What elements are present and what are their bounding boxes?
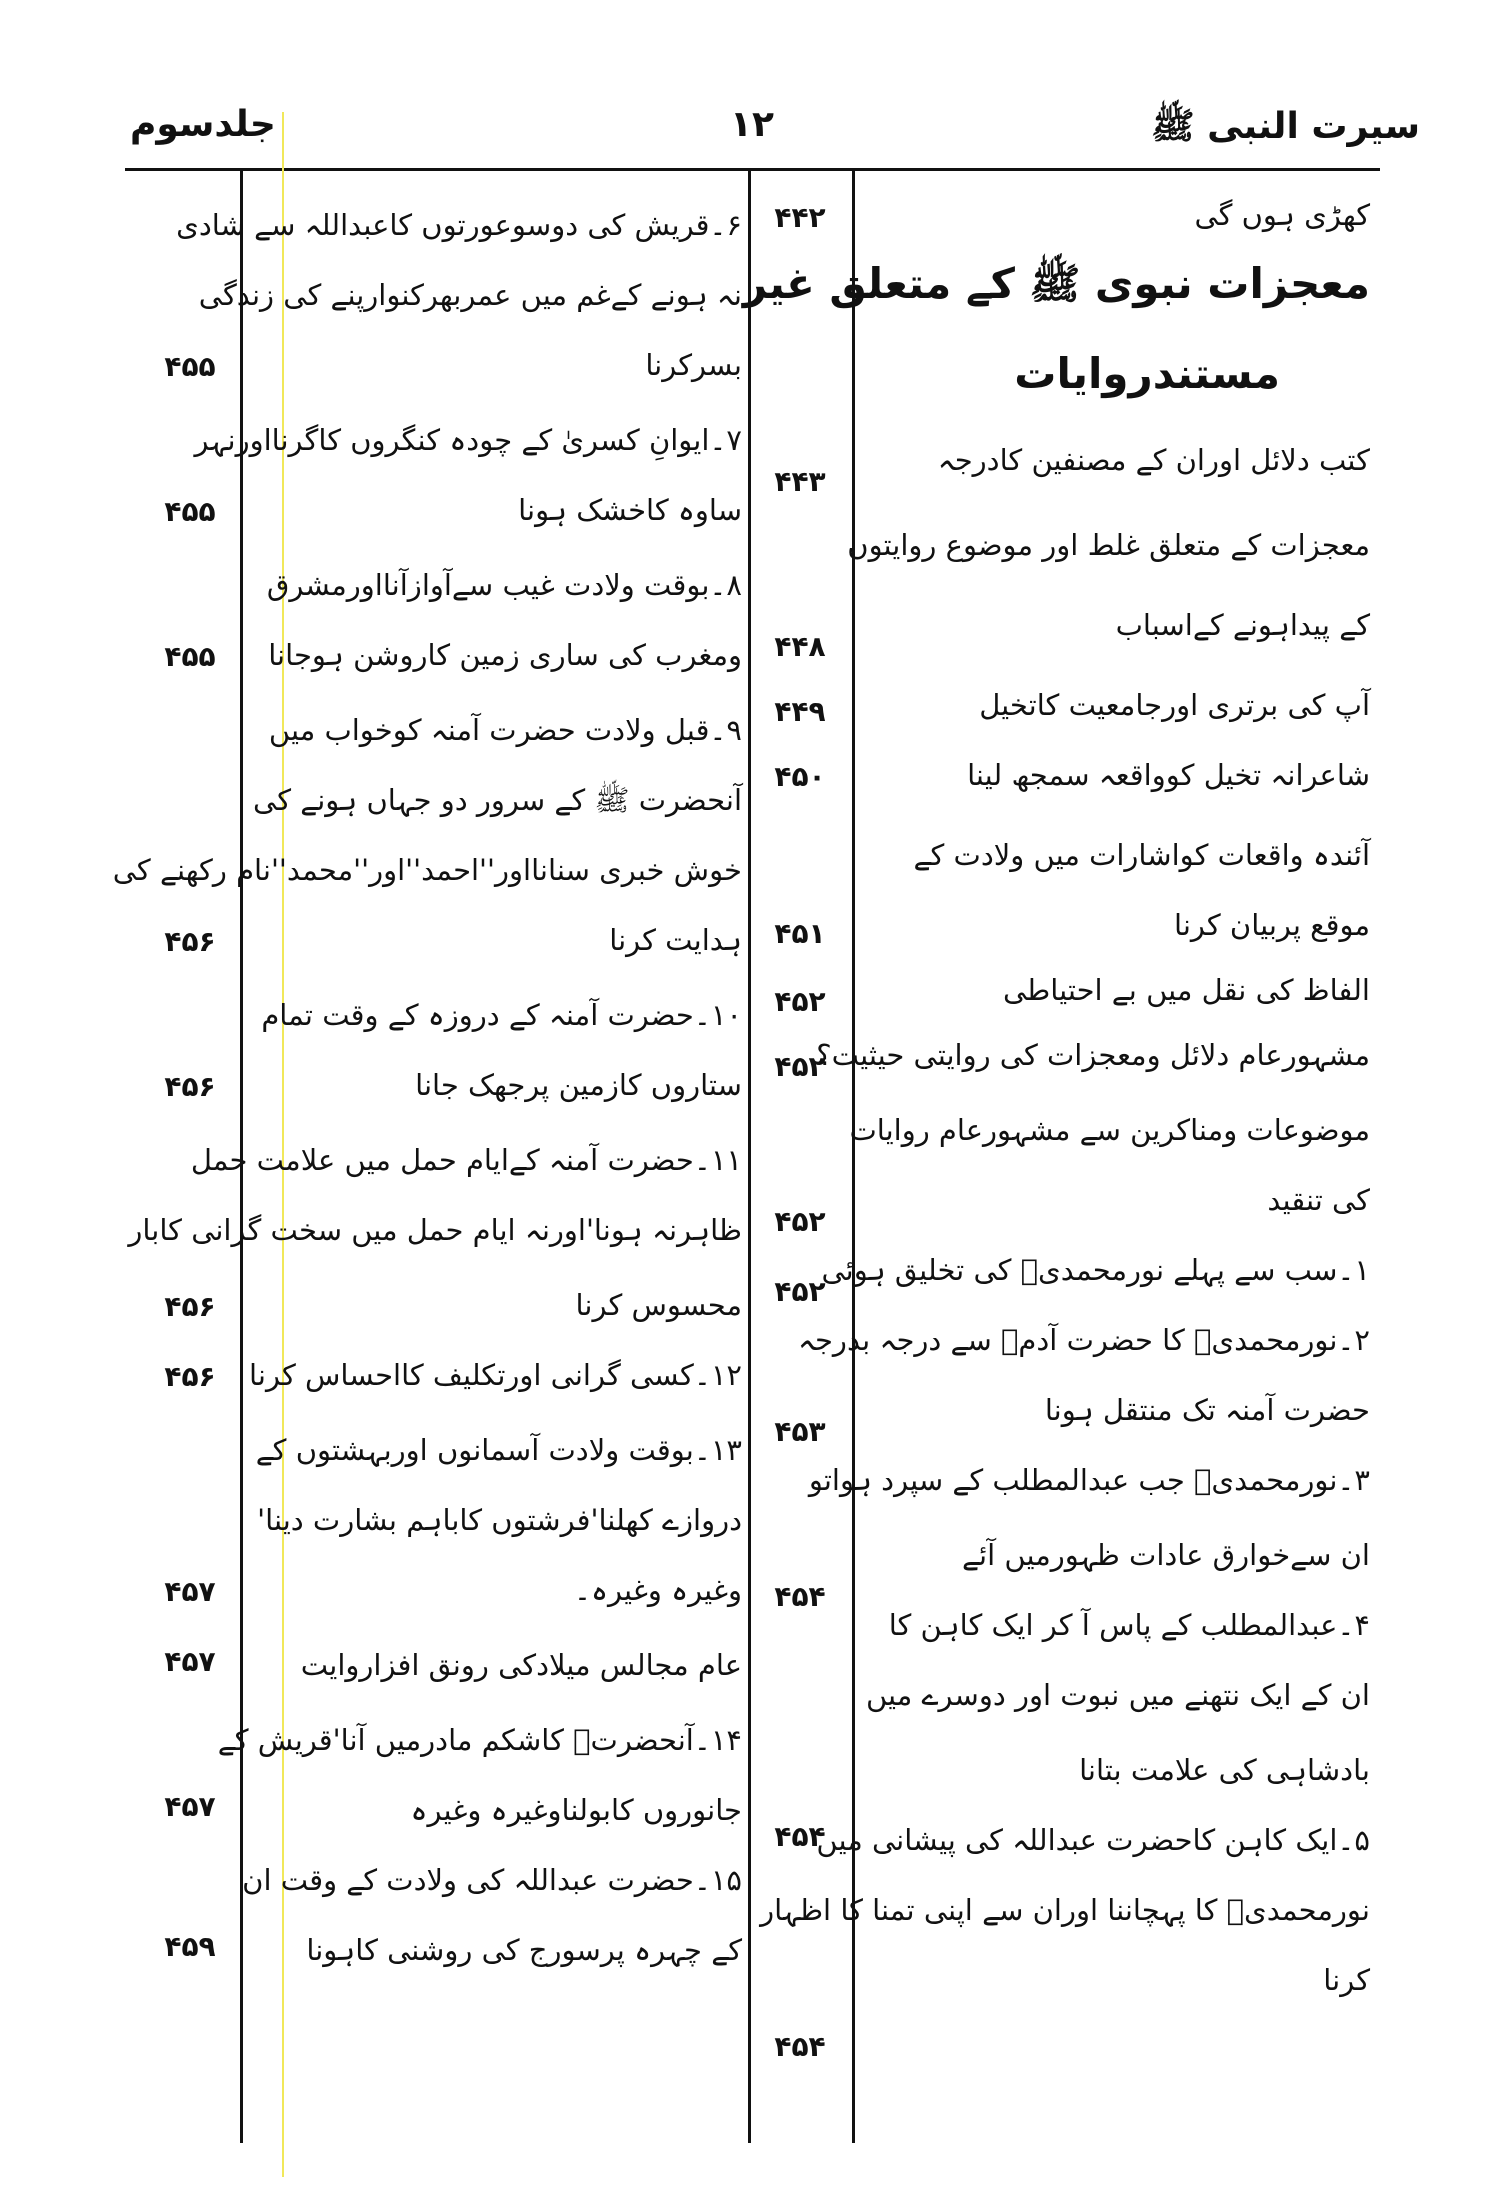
page-ref: ۴۵۰ [774,760,826,793]
toc-line: ستاروں کازمین پرجھک جانا [415,1068,742,1102]
page-ref: ۴۵۵ [164,350,216,383]
toc-line: ۸۔بوقت ولادت غیب سےآوازآنااورمشرق [266,568,742,602]
toc-line: کھڑی ہوں گی [1194,198,1370,232]
toc-line: ۴۔عبدالمطلب کے پاس آ کر ایک کاہن کا [888,1608,1370,1642]
page-ref: ۴۵۲ [774,1050,826,1083]
volume-label: جلدسوم [130,104,276,145]
toc-line: حضرت آمنہ تک منتقل ہونا [1044,1393,1370,1427]
toc-line: ۱۱۔حضرت آمنہ کےایام حمل میں علامت حمل [190,1143,742,1177]
page-ref: ۴۵۲ [774,985,826,1018]
toc-line: ۷۔ایوانِ کسریٰ کے چودہ کنگروں کاگرنااورنہر [194,423,742,457]
toc-line: ۲۔نورمحمدیؐ کا حضرت آدمؑ سے درجہ بدرجہ [798,1323,1370,1357]
toc-line: آئندہ واقعات کواشارات میں ولادت کے [913,838,1370,872]
toc-line: عام مجالس میلادکی رونق افزاروایت [300,1648,742,1682]
toc-line: ۱۰۔حضرت آمنہ کے دروزہ کے وقت تمام [261,998,742,1032]
section-heading: مستندروایات [1014,349,1280,398]
toc-line: الفاظ کی نقل میں بے احتیاطی [1003,973,1370,1007]
toc-line: ان کے ایک نتھنے میں نبوت اور دوسرے میں [865,1678,1370,1712]
page-ref: ۴۵۶ [164,925,216,958]
toc-line: محسوس کرنا [575,1288,742,1322]
page-ref: ۴۵۵ [164,495,216,528]
toc-line: ساوہ کاخشک ہونا [518,493,742,527]
toc-line: ۶۔قریش کی دوسوعورتوں کاعبداللہ سے شادی [176,208,742,242]
toc-line: ظاہرنہ ہونا'اورنہ ایام حمل میں سخت گرانی کابار [128,1213,742,1247]
toc-line: موقع پربیان کرنا [1174,908,1370,942]
page-ref: ۴۵۲ [774,1205,826,1238]
toc-line: ۱۴۔آنحضرتؐ کاشکم مادرمیں آنا'قریش کے [217,1723,742,1757]
book-title: سیرت النبی ﷺ [1151,106,1420,147]
toc-line: آنحضرت ﷺ کے سرور دو جہاں ہونے کی [253,783,742,817]
page-ref: ۴۵۶ [164,1360,216,1393]
toc-line: معجزات کے متعلق غلط اور موضوع روایتوں [847,528,1370,562]
header-rule [125,168,1380,171]
toc-line: ۳۔نورمحمدیؐ جب عبدالمطلب کے سپرد ہواتو [808,1463,1370,1497]
toc-line: بادشاہی کی علامت بتانا [1079,1753,1370,1787]
toc-line: ومغرب کی ساری زمین کاروشن ہوجانا [268,638,742,672]
toc-line: ۹۔قبل ولادت حضرت آمنہ کوخواب میں [268,713,742,747]
page-ref: ۴۴۳ [774,465,826,498]
toc-line: کرنا [1323,1963,1370,1997]
page-ref: ۴۵۲ [774,1275,826,1308]
page-ref: ۴۴۹ [774,695,826,728]
toc-line: ۱۲۔کسی گرانی اورتکلیف کااحساس کرنا [249,1358,742,1392]
toc-line: ۵۔ایک کاہن کاحضرت عبداللہ کی پیشانی میں [816,1823,1370,1857]
column-rule-middle [748,170,751,2143]
page-ref: ۴۵۴ [774,2030,826,2063]
toc-line: نورمحمدیؐ کا پہچاننا اوران سے اپنی تمنا کا اظہار [760,1893,1370,1927]
toc-line: مشہورعام دلائل ومعجزات کی روایتی حیثیت؟ [816,1038,1370,1072]
toc-line: وغیرہ وغیرہ۔ [573,1573,742,1607]
page-ref: ۴۵۹ [164,1930,216,1963]
toc-line: ۱۔سب سے پہلے نورمحمدیؐ کی تخلیق ہوئی [821,1253,1370,1287]
toc-line: دروازے کھلنا'فرشتوں کاباہم بشارت دینا' [257,1503,742,1537]
page-ref: ۴۵۶ [164,1290,216,1323]
toc-line: ان سےخوارق عادات ظہورمیں آئے [962,1538,1370,1572]
page-ref: ۴۵۶ [164,1070,216,1103]
page-ref: ۴۵۳ [774,1415,826,1448]
toc-line: ہدایت کرنا [609,923,742,957]
toc-line: ۱۳۔بوقت ولادت آسمانوں اوربہشتوں کے [255,1433,742,1467]
toc-line: خوش خبری سنانااور''احمد''اور''محمد''نام رکھنے کی [112,853,742,887]
page-ref: ۴۴۲ [774,201,826,234]
page-ref: ۴۵۴ [774,1820,826,1853]
page-ref: ۴۵۷ [164,1645,216,1678]
page-number: ۱۲ [730,104,774,145]
toc-line: بسرکرنا [645,348,742,382]
toc-line: نہ ہونے کےغم میں عمربھرکنوارپنے کی زندگی [198,278,742,312]
page-ref: ۴۵۷ [164,1575,216,1608]
toc-line: موضوعات ومناکرین سے مشہورعام روایات [849,1113,1370,1147]
toc-line: جانوروں کابولناوغیرہ وغیرہ [410,1793,742,1827]
section-heading: معجزات نبوی ﷺ کے متعلق غیر [742,259,1370,308]
page-ref: ۴۵۱ [774,917,826,950]
page-ref: ۴۴۸ [774,630,826,663]
toc-line: ۱۵۔حضرت عبداللہ کی ولادت کے وقت ان [242,1863,742,1897]
page-ref: ۴۵۷ [164,1790,216,1823]
page-ref: ۴۵۵ [164,640,216,673]
toc-line: کے چہرہ پرسورج کی روشنی کاہونا [306,1933,742,1967]
toc-line: شاعرانہ تخیل کوواقعہ سمجھ لینا [967,758,1370,792]
toc-line: آپ کی برتری اورجامعیت کاتخیل [979,688,1370,722]
toc-line: کتب دلائل اوران کے مصنفین کادرجہ [937,443,1370,477]
toc-line: کی تنقید [1267,1183,1370,1217]
page-ref: ۴۵۴ [774,1580,826,1613]
toc-line: کے پیداہونے کےاسباب [1115,608,1370,642]
